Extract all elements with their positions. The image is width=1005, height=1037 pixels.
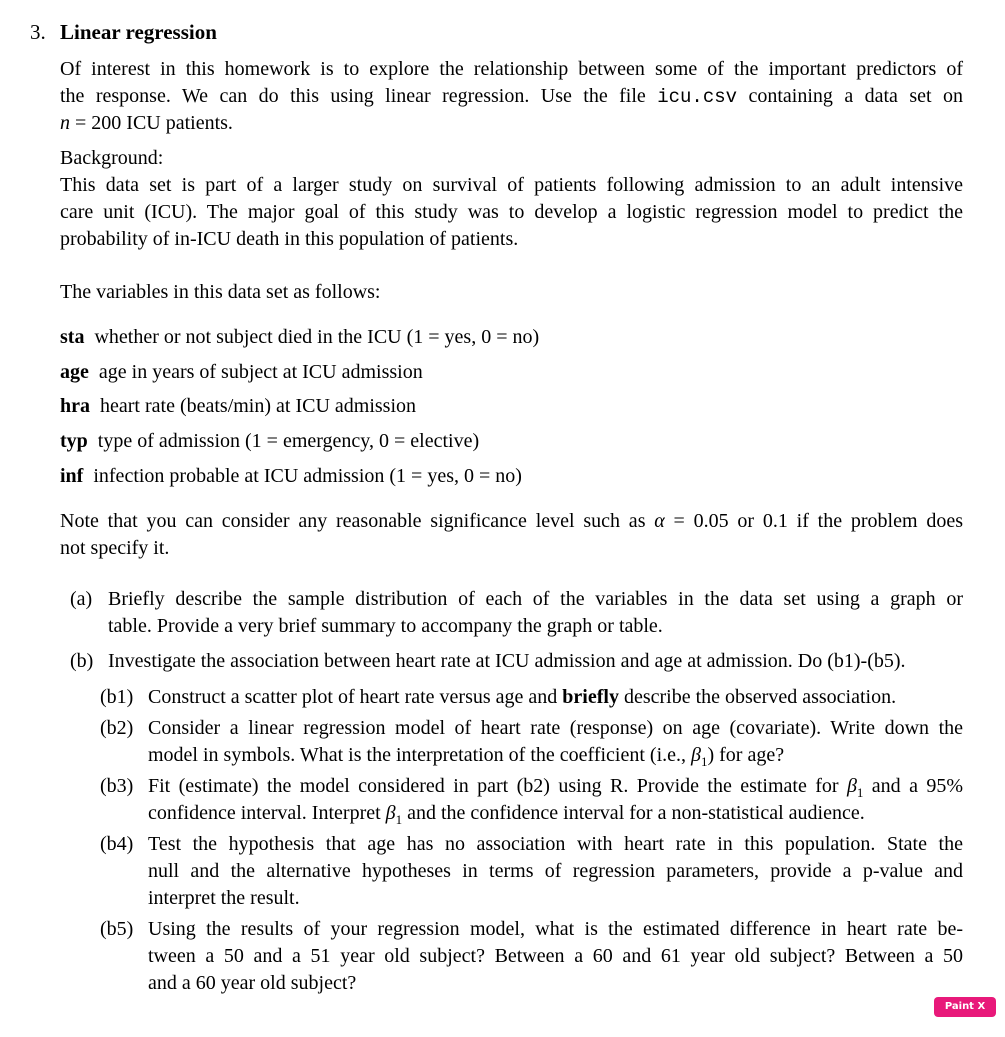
variable-desc: age in years of subject at ICU admission [98, 361, 423, 383]
variables-intro: The variables in this data set as follows: [60, 281, 381, 303]
variable-name: typ [60, 430, 88, 452]
variable-name: age [60, 361, 89, 383]
variable-row [60, 395, 416, 418]
part-a-label: (a) [70, 588, 93, 610]
note-line-2: not specify it. [60, 537, 170, 559]
part-b3-line-1: Fit (estimate) the model considered in part (b2) using R. Provide the estimate for $\beta_1$ and a 95% [148, 775, 963, 800]
variable-row [60, 465, 522, 488]
variable-row [60, 430, 479, 453]
background-heading: Background: [60, 147, 164, 169]
part-b2-label: (b2) [100, 717, 134, 739]
variable-desc: whether or not subject died in the ICU (1 = yes, 0 = no) [94, 326, 540, 348]
part-b-line-1: Investigate the association between heart rate at ICU admission and age at admission. Do (b1)-(b5). [108, 650, 906, 672]
variable-name: hra [60, 395, 90, 417]
part-b4-line-2: null and the alternative hypotheses in terms of regression parameters, provide a p-value and [148, 860, 963, 882]
section-number: 3. [30, 20, 46, 44]
intro-line-2: the response. We can do this using linear regression. Use the file icu.csv containing a data set on [60, 85, 964, 108]
part-b-label: (b) [70, 650, 94, 672]
background-line-1: This data set is part of a larger study on survival of patients following admission to an adult intensive [60, 174, 963, 196]
part-b1-line-1: Construct a scatter plot of heart rate versus age and briefly describe the observed association. [148, 686, 897, 708]
paint-x-lite-watermark: Paint X lite [934, 997, 996, 1017]
part-b4-label: (b4) [100, 833, 134, 855]
part-a-line-2: table. Provide a very brief summary to accompany the graph or table. [108, 615, 663, 637]
variable-name: sta [60, 326, 85, 348]
variable-row [60, 361, 423, 384]
part-b4-line-3: interpret the result. [148, 887, 300, 909]
part-a-line-1: Briefly describe the sample distribution of each of the variables in the data set using a graph or [108, 588, 963, 610]
variable-desc: heart rate (beats/min) at ICU admission [100, 395, 417, 417]
note-line-1: Note that you can consider any reasonable significance level such as α = 0.05 or 0.1 if the problem does [60, 510, 963, 532]
section-title: Linear regression [60, 20, 217, 44]
file-name: icu.csv [657, 86, 738, 108]
background-line-2: care unit (ICU). The major goal of this study was to develop a logistic regression model to predict the [60, 201, 963, 223]
part-b3-label: (b3) [100, 775, 134, 797]
part-b4-line-1: Test the hypothesis that age has no association with heart rate in this population. State the [148, 833, 963, 855]
variable-desc: type of admission (1 = emergency, 0 = elective) [97, 430, 480, 452]
part-b5-label: (b5) [100, 918, 134, 940]
variable-row [60, 326, 539, 349]
part-b2-line-2: model in symbols. What is the interpretation of the coefficient (i.e., $\beta_1$) for age? [148, 744, 785, 769]
intro-line-1: Of interest in this homework is to explore the relationship between some of the important predictors of [60, 58, 963, 80]
variable-desc: infection probable at ICU admission (1 = yes, 0 = no) [93, 465, 522, 487]
part-b1-label: (b1) [100, 686, 134, 708]
part-b5-line-1: Using the results of your regression model, what is the estimated difference in heart rate be- [148, 918, 963, 940]
intro-line-3: n = 200 ICU patients. [60, 112, 233, 134]
part-b2-line-1: Consider a linear regression model of heart rate (response) on age (covariate). Write down the [148, 717, 963, 739]
variable-name: inf [60, 465, 84, 487]
part-b3-line-2: confidence interval. Interpret $\beta_1$ and the confidence interval for a non-statistical audience. [148, 802, 865, 827]
background-line-3: probability of in-ICU death in this population of patients. [60, 228, 519, 250]
part-b5-line-3: and a 60 year old subject? [148, 972, 357, 994]
part-b5-line-2: tween a 50 and a 51 year old subject? Between a 60 and 61 year old subject? Between a 50 [148, 945, 963, 967]
